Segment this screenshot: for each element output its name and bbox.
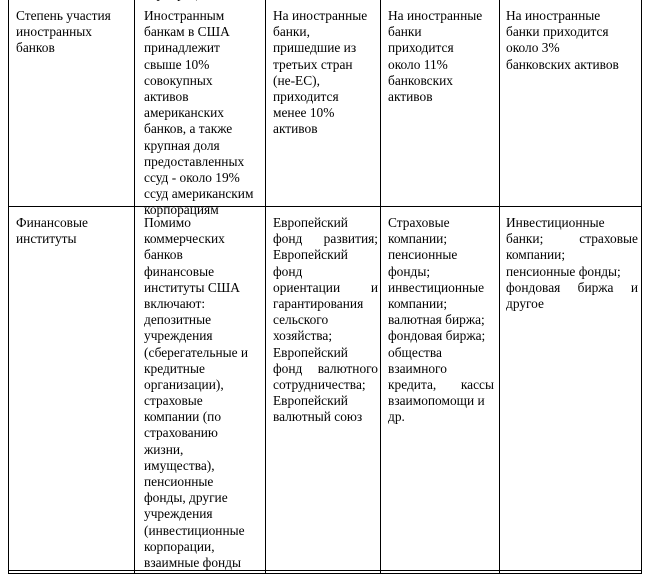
cell-line: банки приходится: [506, 24, 609, 40]
cell-line: банковских активов: [506, 56, 619, 72]
cell-line: пенсионные: [144, 474, 214, 489]
cell-line: Иностранным: [144, 8, 225, 23]
cell-line: банковских: [388, 72, 453, 88]
cell-line: совокупных: [144, 72, 213, 88]
cell-line: сельского: [273, 312, 329, 328]
cell-line: банков: [16, 40, 55, 56]
cell-line: банков, а также: [144, 121, 233, 137]
cell-line: ссуд американским: [144, 186, 254, 202]
cell-line: взаимного: [388, 360, 447, 376]
cell-line: На иностранные: [388, 8, 483, 23]
cell-line: предоставленных: [144, 153, 245, 169]
cell-line: институты: [16, 231, 77, 247]
cell-line: фонды, другие: [144, 490, 228, 506]
cell-line: менее 10%: [273, 105, 335, 121]
cell-line: крупная доля: [144, 137, 220, 153]
cell-line: свыше 10%: [144, 56, 210, 72]
cell-line: около 3%: [506, 40, 560, 56]
cell-line: принадлежит: [144, 40, 220, 56]
cell-line: ориентации и: [273, 279, 378, 295]
cell-line: финансовые: [144, 263, 215, 279]
cell-line: Европейский: [273, 344, 348, 360]
cell-line: инвестиционные: [388, 279, 485, 295]
cell-line: кредита, кассы: [388, 376, 494, 392]
column-divider: [265, 0, 266, 573]
cell-line: другое: [506, 295, 544, 311]
cell-line: корпорациям: [144, 202, 219, 218]
cell-line: пришедшие из: [273, 40, 357, 56]
cell-line: хозяйства;: [273, 328, 333, 344]
cell-line: Страховые: [388, 215, 450, 230]
cell-line: учреждения: [144, 328, 213, 344]
row-divider: [9, 570, 641, 571]
row2-col4-cell: [388, 215, 494, 425]
cell-line: фонд развития;: [273, 231, 378, 247]
cell-line: банкам в США: [144, 24, 230, 40]
clipped-previous-row-text: [144, 0, 264, 2]
column-divider: [134, 0, 135, 573]
cell-line: корпорации,: [144, 538, 215, 554]
cell-line: жизни,: [144, 441, 184, 457]
cell-line: активов: [273, 121, 318, 137]
cell-line: страховые: [144, 393, 203, 409]
cell-line: американских: [144, 105, 224, 121]
cell-line: На иностранные: [273, 8, 368, 23]
cell-line: Финансовые: [16, 215, 88, 230]
cell-line: кредитные: [144, 360, 205, 376]
column-divider: [380, 0, 381, 573]
row1-col5-cell: [506, 8, 638, 73]
cell-line: сотрудничества;: [273, 376, 366, 392]
cell-line: пенсионные: [388, 247, 458, 263]
cell-line: взаимные фонды: [144, 554, 241, 570]
cell-line: иностранных: [16, 24, 92, 40]
cell-line: Европейский: [273, 215, 348, 230]
cell-line: (инвестиционные: [144, 522, 245, 538]
row-divider: [9, 206, 641, 207]
cell-line: депозитные: [144, 312, 212, 328]
cell-line: фонд: [273, 263, 303, 279]
cell-line: приходится: [388, 40, 454, 56]
data-table: [8, 0, 642, 574]
cell-line: валютная биржа;: [388, 312, 485, 328]
row1-col2-cell: [144, 8, 264, 218]
cell-line: институты США: [144, 279, 240, 295]
cell-line: Европейский: [273, 247, 348, 263]
cell-line: банки,: [273, 24, 310, 40]
cell-line: (сберегательные и: [144, 344, 249, 360]
cell-line: ссуд - около 19%: [144, 169, 240, 185]
cell-line: компании;: [506, 247, 566, 263]
cell-line: активов: [388, 88, 433, 104]
cell-line: включают:: [144, 295, 206, 311]
cell-line: Инвестиционные: [506, 215, 605, 230]
cell-line: пенсионные фонды;: [506, 263, 621, 279]
cell-line: Европейский: [273, 393, 348, 409]
cell-line: Помимо: [144, 215, 191, 230]
cell-line: Степень участия: [16, 8, 111, 23]
row1-col4-cell: [388, 8, 498, 105]
cell-line: учреждения: [144, 506, 213, 522]
cell-line: коммерческих: [144, 231, 225, 247]
cell-line: банков: [144, 247, 183, 263]
cell-line: общества: [388, 344, 442, 360]
cell-line: фонд валютного: [273, 360, 378, 376]
row2-col2-cell: [144, 215, 264, 571]
cell-line: организации),: [144, 376, 224, 392]
cell-line: валютный союз: [273, 409, 363, 425]
cell-line: (не-ЕС),: [273, 72, 320, 88]
row2-col3-cell: [273, 215, 378, 425]
cell-line: банки: [388, 24, 422, 40]
cell-line: фондовая биржа и: [506, 279, 638, 295]
cell-line: фондовая биржа;: [388, 328, 486, 344]
cell-line: взаимопомощи и: [388, 393, 485, 409]
row1-col1-cell: [16, 8, 132, 57]
cell-line: компании (по: [144, 409, 222, 425]
cell-line: банки; страховые: [506, 231, 638, 247]
row2-col1-cell: [16, 215, 132, 247]
cell-line: компании;: [388, 231, 448, 247]
row1-col3-cell: [273, 8, 379, 138]
cell-line: страхованию: [144, 425, 218, 441]
cell-line: активов: [144, 88, 189, 104]
cell-line: На иностранные: [506, 8, 601, 23]
cell-line: третьих стран: [273, 56, 353, 72]
cell-line: гарантирования: [273, 295, 364, 311]
cell-line: около 11%: [388, 56, 448, 72]
cell-line: фонды;: [388, 263, 431, 279]
row2-col5-cell: [506, 215, 638, 312]
column-divider: [499, 0, 500, 573]
cell-line: компании;: [388, 295, 448, 311]
cell-line: имущества),: [144, 457, 215, 473]
cell-line: приходится: [273, 88, 339, 104]
cell-line: др.: [388, 409, 405, 425]
